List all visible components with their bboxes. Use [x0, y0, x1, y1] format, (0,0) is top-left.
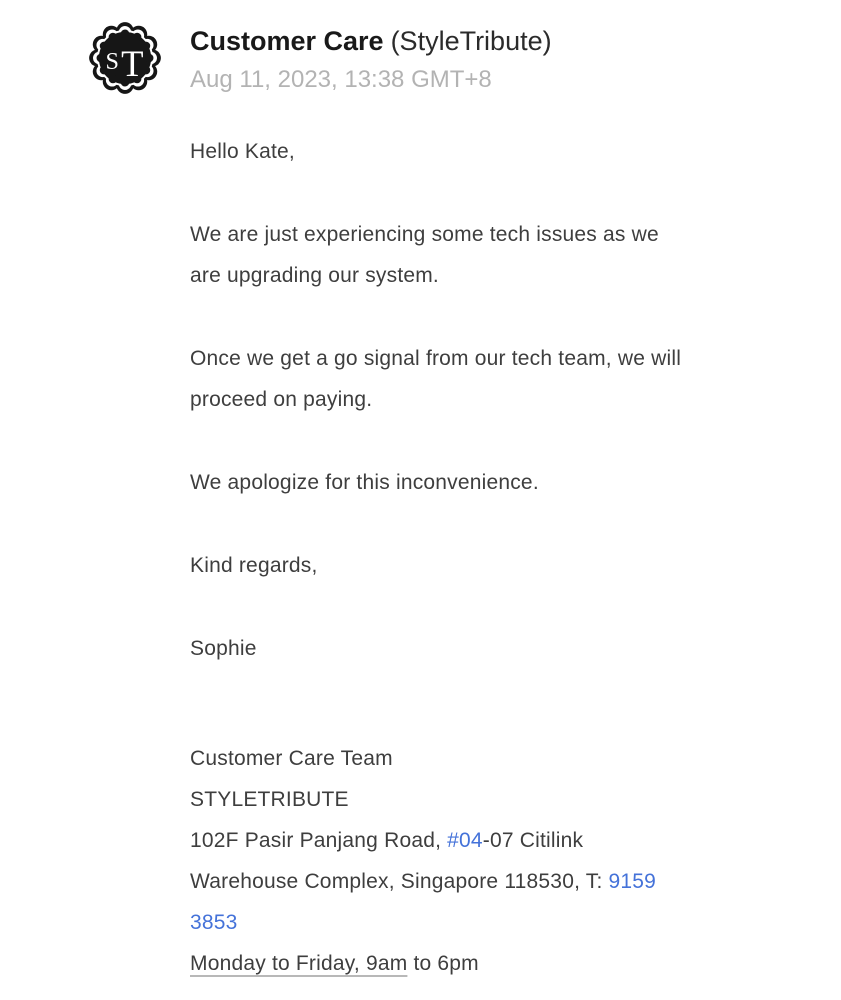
- body-line: Sophie: [190, 637, 257, 660]
- message-body: [190, 131, 805, 984]
- signature-address-line2: [190, 861, 805, 902]
- address-text: -07 Citilink: [482, 829, 584, 852]
- unit-number-link[interactable]: #04: [447, 829, 483, 852]
- body-paragraph: [190, 462, 805, 503]
- phone-link-part1[interactable]: 9159: [608, 870, 657, 893]
- message-timestamp: Aug 11, 2023, 13:38 GMT+8: [190, 66, 492, 93]
- body-line: are upgrading our system.: [190, 264, 439, 287]
- body-line: Kind regards,: [190, 554, 318, 577]
- message-header: [190, 25, 552, 94]
- body-line: We are just experiencing some tech issues as we: [190, 223, 659, 246]
- business-hours-link[interactable]: Monday to Friday, 9am: [190, 952, 408, 975]
- address-text: 102F Pasir Panjang Road,: [190, 829, 448, 852]
- sender-line: [190, 25, 552, 57]
- signature-block: [190, 738, 805, 984]
- logo-letter-s: S: [105, 47, 119, 75]
- signature-address-line1: [190, 820, 805, 861]
- sender-avatar: [86, 18, 164, 98]
- signature-hours: [190, 943, 805, 984]
- closing-paragraph: [190, 545, 805, 586]
- phone-link-part2[interactable]: 3853: [190, 911, 238, 934]
- body-line: Hello Kate,: [190, 140, 295, 163]
- styletribute-logo-icon: [86, 18, 164, 98]
- sender-name: Customer Care: [190, 26, 384, 56]
- signature-company: STYLETRIBUTE: [190, 788, 349, 811]
- address-text: Warehouse Complex, Singapore 118530, T:: [190, 870, 609, 893]
- signoff-name: [190, 628, 805, 669]
- body-line: Once we get a go signal from our tech team, we will: [190, 347, 682, 370]
- body-line: We apologize for this inconvenience.: [190, 471, 539, 494]
- signature-phone-wrap: [190, 902, 805, 943]
- signature-team: Customer Care Team: [190, 747, 393, 770]
- greeting-paragraph: [190, 131, 805, 172]
- logo-letter-t: T: [121, 42, 144, 84]
- sender-organization: (StyleTribute): [390, 26, 552, 56]
- hours-text: to 6pm: [407, 952, 479, 975]
- body-line: proceed on paying.: [190, 388, 373, 411]
